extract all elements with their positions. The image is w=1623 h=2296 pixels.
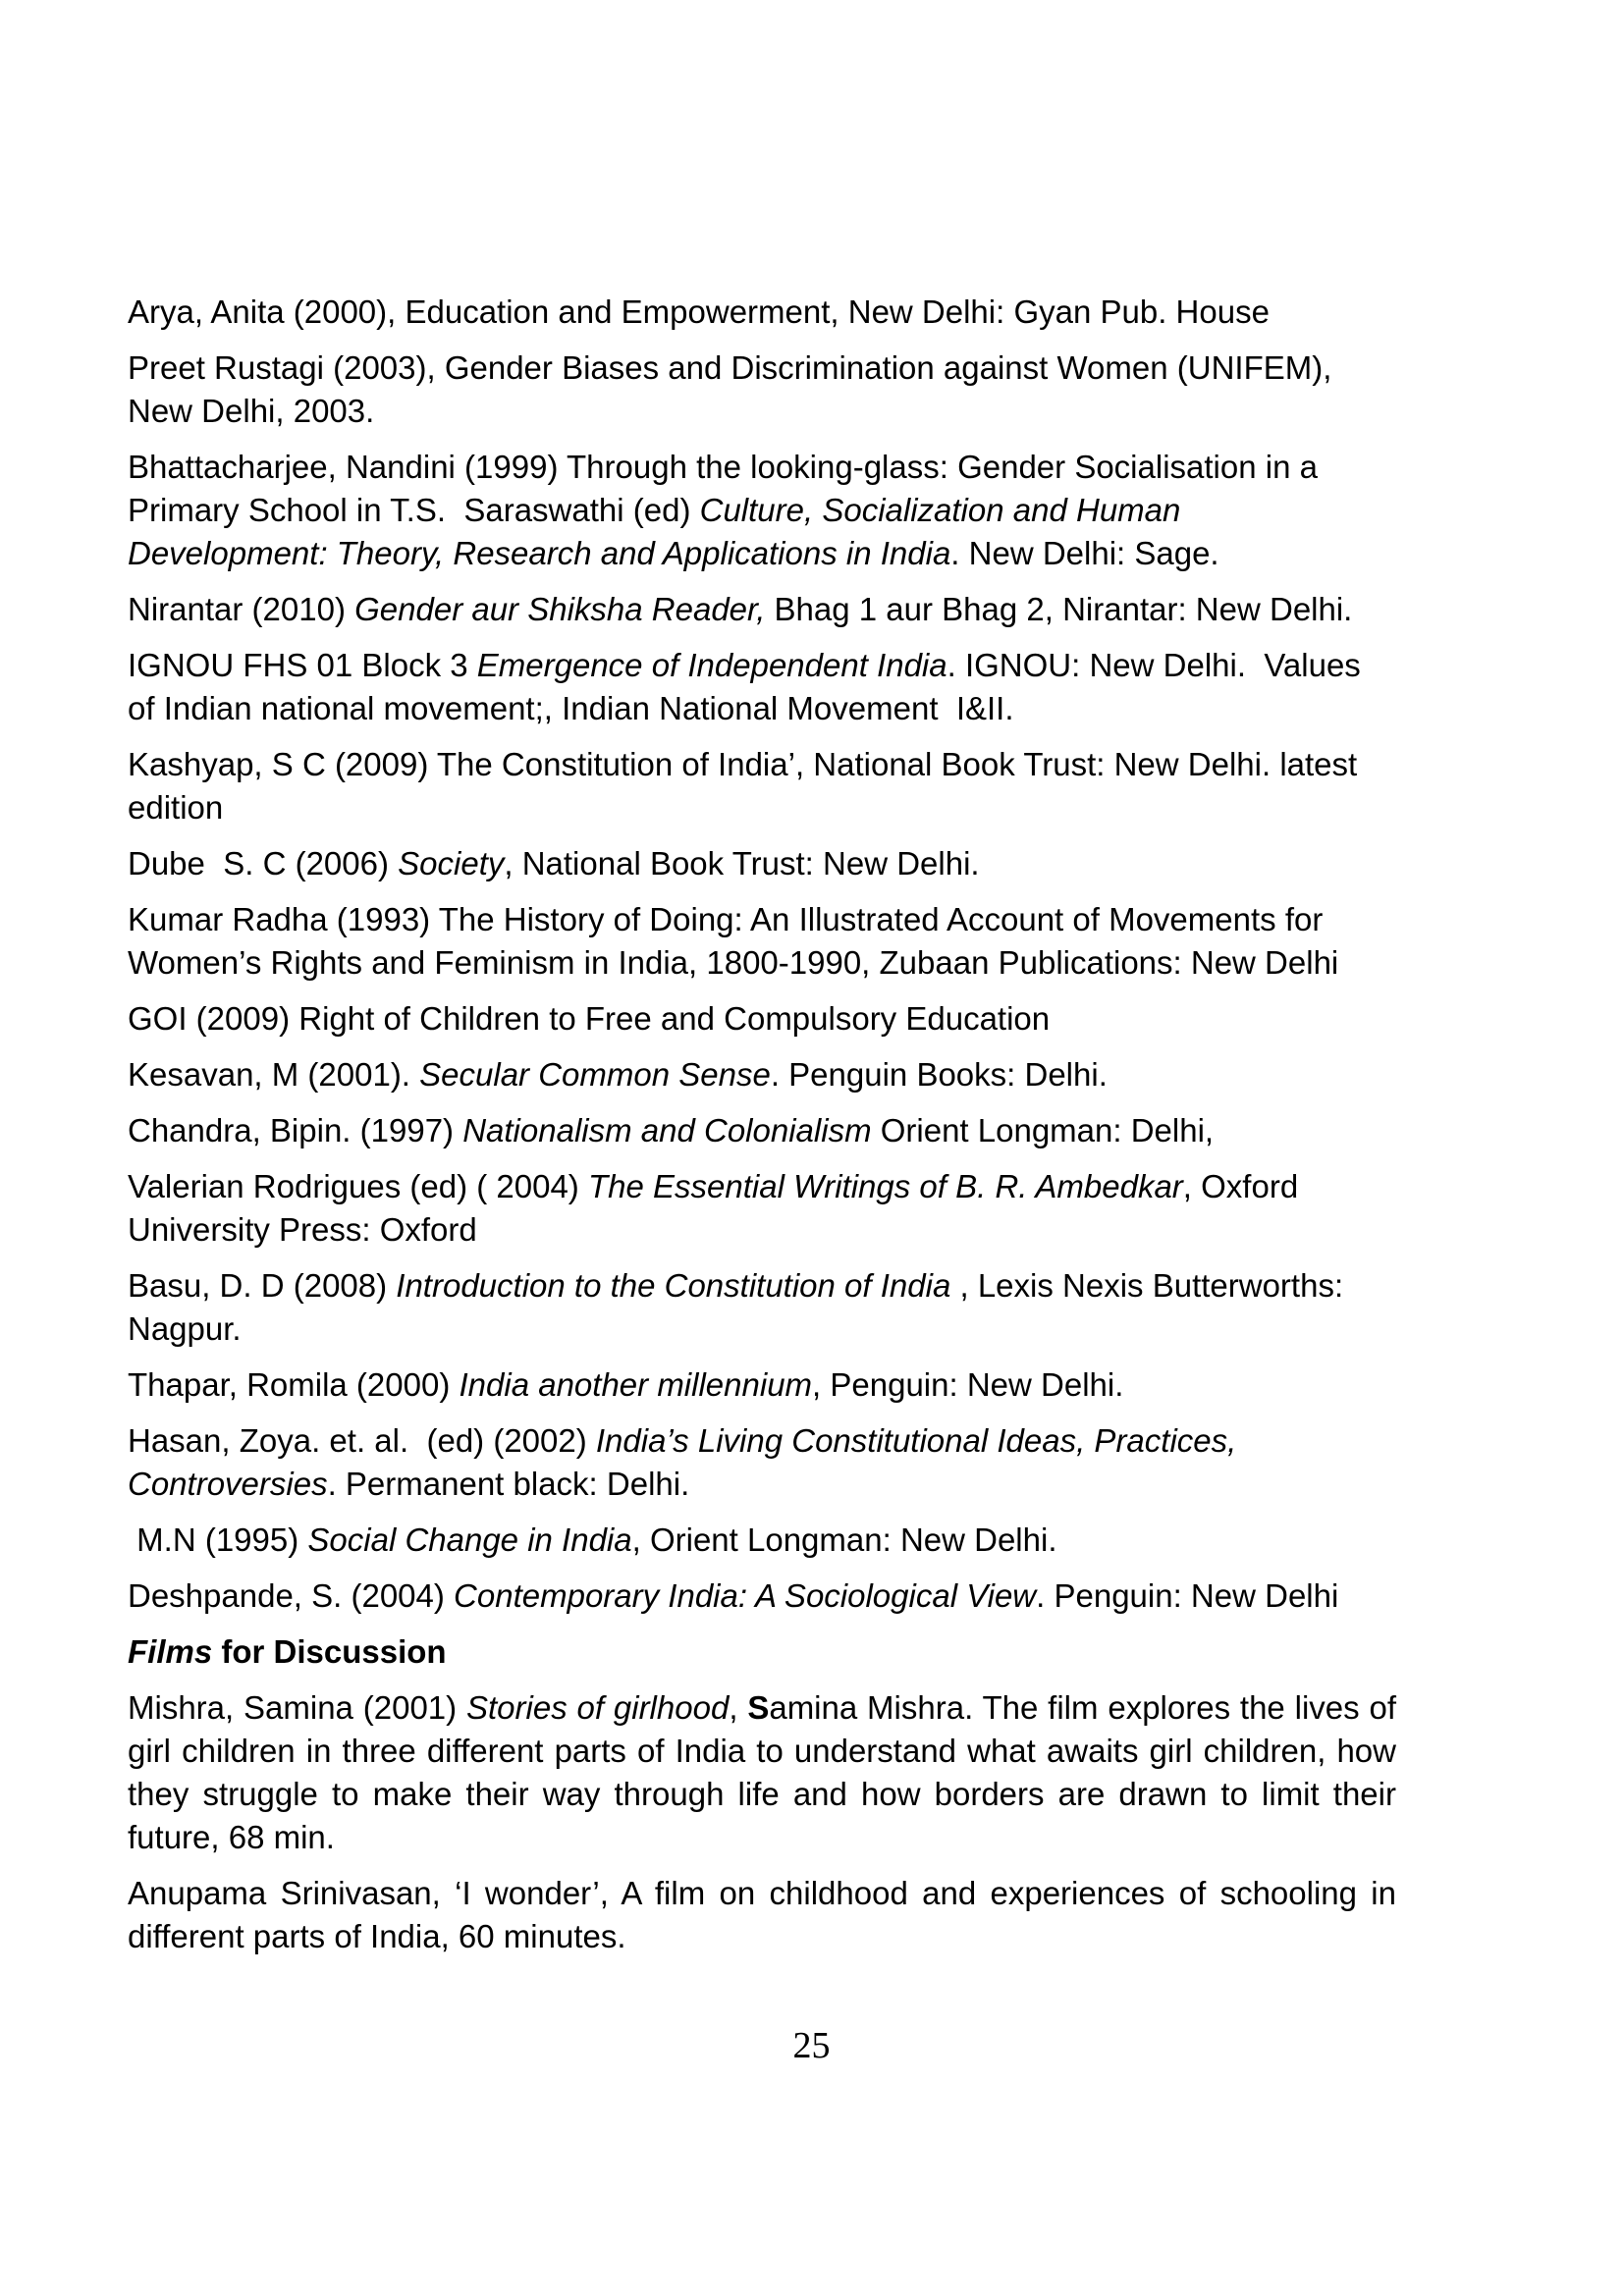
reference-entry xyxy=(128,588,1396,631)
film-description xyxy=(128,1686,1396,1859)
text-segment: Development: Theory, Research and Applications in India xyxy=(128,535,951,571)
text-line xyxy=(128,588,1396,631)
text-segment: Kumar Radha (1993) The History of Doing: An Illustrated Account of Movements for xyxy=(128,901,1324,937)
reference-entry xyxy=(128,347,1396,433)
text-line xyxy=(128,1208,1396,1252)
text-segment: New Delhi, 2003. xyxy=(128,393,375,429)
text-line xyxy=(128,997,1396,1041)
reference-entry xyxy=(128,1053,1396,1096)
text-line xyxy=(128,390,1396,433)
film-description xyxy=(128,1872,1396,1958)
text-line xyxy=(128,291,1396,334)
text-segment: Nationalism and Colonialism xyxy=(462,1112,872,1148)
reference-entry xyxy=(128,1264,1396,1351)
text-segment: future, 68 min. xyxy=(128,1819,335,1855)
text-segment: edition xyxy=(128,789,224,826)
text-line xyxy=(128,687,1396,730)
text-segment: , Orient Longman: New Delhi. xyxy=(631,1522,1057,1558)
text-segment: Gender aur Shiksha Reader, xyxy=(354,591,766,627)
text-segment: Bhag 1 aur Bhag 2, Nirantar: New Delhi. xyxy=(765,591,1353,627)
text-segment: S xyxy=(747,1689,770,1726)
text-line xyxy=(128,842,1396,885)
text-segment: Deshpande, S. (2004) xyxy=(128,1577,455,1614)
text-segment: Orient Longman: Delhi, xyxy=(871,1112,1215,1148)
text-segment: Anupama Srinivasan, ‘I wonder’, A film on childhood and experiences of schooling in xyxy=(128,1875,1396,1911)
text-segment: girl children in three different parts of India to understand what awaits girl children, how xyxy=(128,1733,1396,1769)
text-segment: Primary School in T.S. Saraswathi (ed) xyxy=(128,492,700,528)
reference-entry xyxy=(128,446,1396,575)
text-segment: Kashyap, S C (2009) The Constitution of India’, National Book Trust: New Delhi. latest xyxy=(128,746,1358,782)
text-segment: Hasan, Zoya. et. al. (ed) (2002) xyxy=(128,1422,596,1459)
text-segment: . Penguin: New Delhi xyxy=(1036,1577,1339,1614)
text-line xyxy=(128,644,1396,687)
text-line xyxy=(128,898,1396,941)
text-segment: , Oxford xyxy=(1182,1168,1299,1204)
text-segment: University Press: Oxford xyxy=(128,1211,477,1248)
text-line xyxy=(128,1053,1396,1096)
text-segment: Dube S. C (2006) xyxy=(128,845,399,881)
text-segment: . IGNOU: New Delhi. Values xyxy=(947,647,1361,683)
text-segment: IGNOU FHS 01 Block 3 xyxy=(128,647,477,683)
text-line xyxy=(128,1872,1396,1915)
text-segment: , xyxy=(729,1689,748,1726)
document-body xyxy=(128,291,1396,1971)
text-segment: Nirantar (2010) xyxy=(128,591,355,627)
text-segment: for Discussion xyxy=(212,1633,447,1670)
text-line xyxy=(128,1519,1396,1562)
text-segment: Social Change in India xyxy=(307,1522,632,1558)
reference-entry xyxy=(128,644,1396,730)
text-segment: Introduction to the Constitution of India xyxy=(396,1267,951,1304)
text-line xyxy=(128,347,1396,390)
text-segment: . Permanent black: Delhi. xyxy=(327,1466,690,1502)
text-segment: Controversies xyxy=(128,1466,328,1502)
text-line xyxy=(128,532,1396,575)
text-segment: Kesavan, M (2001). xyxy=(128,1056,420,1093)
text-segment: Basu, D. D (2008) xyxy=(128,1267,397,1304)
text-line xyxy=(128,1686,1396,1730)
section-heading xyxy=(128,1630,1396,1674)
text-segment: India another millennium xyxy=(459,1366,813,1403)
reference-entry xyxy=(128,1109,1396,1152)
reference-entry xyxy=(128,898,1396,985)
text-segment: , National Book Trust: New Delhi. xyxy=(504,845,980,881)
text-segment: Arya, Anita (2000), Education and Empowerment, New Delhi: Gyan Pub. House xyxy=(128,294,1270,330)
text-segment: Culture, Socialization and Human xyxy=(699,492,1181,528)
text-line xyxy=(128,743,1396,786)
text-line xyxy=(128,489,1396,532)
text-segment: Films xyxy=(128,1633,213,1670)
text-line xyxy=(128,1109,1396,1152)
text-line xyxy=(128,1308,1396,1351)
text-line xyxy=(128,1463,1396,1506)
text-segment: they struggle to make their way through life and how borders are drawn to limit their xyxy=(128,1776,1396,1812)
text-line xyxy=(128,1165,1396,1208)
reference-entry xyxy=(128,842,1396,885)
text-segment: GOI (2009) Right of Children to Free and Compulsory Education xyxy=(128,1000,1051,1037)
text-line xyxy=(128,1363,1396,1407)
text-line xyxy=(128,1264,1396,1308)
text-line xyxy=(128,1773,1396,1816)
text-segment: Chandra, Bipin. (1997) xyxy=(128,1112,463,1148)
text-line xyxy=(128,786,1396,829)
text-segment: different parts of India, 60 minutes. xyxy=(128,1918,626,1954)
text-segment: The Essential Writings of B. R. Ambedkar xyxy=(587,1168,1183,1204)
text-line xyxy=(128,1816,1396,1859)
reference-entry xyxy=(128,1419,1396,1506)
reference-entry xyxy=(128,1363,1396,1407)
text-segment: Emergence of Independent India xyxy=(476,647,947,683)
reference-entry xyxy=(128,291,1396,334)
text-segment: Bhattacharjee, Nandini (1999) Through the looking-glass: Gender Socialisation in a xyxy=(128,449,1318,485)
text-segment: India’s Living Constitutional Ideas, Practices, xyxy=(595,1422,1237,1459)
text-segment: Valerian Rodrigues (ed) ( 2004) xyxy=(128,1168,588,1204)
text-line xyxy=(128,1730,1396,1773)
reference-entry xyxy=(128,743,1396,829)
reference-entry xyxy=(128,997,1396,1041)
text-segment: M.N (1995) xyxy=(128,1522,308,1558)
text-segment: Nagpur. xyxy=(128,1310,242,1347)
reference-entry xyxy=(128,1519,1396,1562)
text-segment: Women’s Rights and Feminism in India, 1800-1990, Zubaan Publications: New Delhi xyxy=(128,944,1339,981)
text-segment: Contemporary India: A Sociological View xyxy=(454,1577,1037,1614)
text-segment: Preet Rustagi (2003), Gender Biases and Discrimination against Women (UNIFEM), xyxy=(128,349,1332,386)
text-line xyxy=(128,1575,1396,1618)
text-segment: Society xyxy=(398,845,505,881)
page-number: 25 xyxy=(792,2025,831,2066)
text-segment: , Lexis Nexis Butterworths: xyxy=(950,1267,1344,1304)
text-segment: Thapar, Romila (2000) xyxy=(128,1366,460,1403)
text-line xyxy=(128,446,1396,489)
text-segment: Stories of girlhood xyxy=(465,1689,730,1726)
text-segment: . New Delhi: Sage. xyxy=(950,535,1219,571)
text-segment: Secular Common Sense xyxy=(419,1056,771,1093)
text-line xyxy=(128,941,1396,985)
text-segment: of Indian national movement;, Indian National Movement I&II. xyxy=(128,690,1014,726)
reference-entry xyxy=(128,1165,1396,1252)
text-segment: . Penguin Books: Delhi. xyxy=(770,1056,1108,1093)
text-line xyxy=(128,1630,1396,1674)
text-segment: amina Mishra. The film explores the lives of xyxy=(769,1689,1396,1726)
text-segment: , Penguin: New Delhi. xyxy=(812,1366,1124,1403)
text-line xyxy=(128,1419,1396,1463)
text-segment: Mishra, Samina (2001) xyxy=(128,1689,466,1726)
reference-entry xyxy=(128,1575,1396,1618)
text-line xyxy=(128,1915,1396,1958)
